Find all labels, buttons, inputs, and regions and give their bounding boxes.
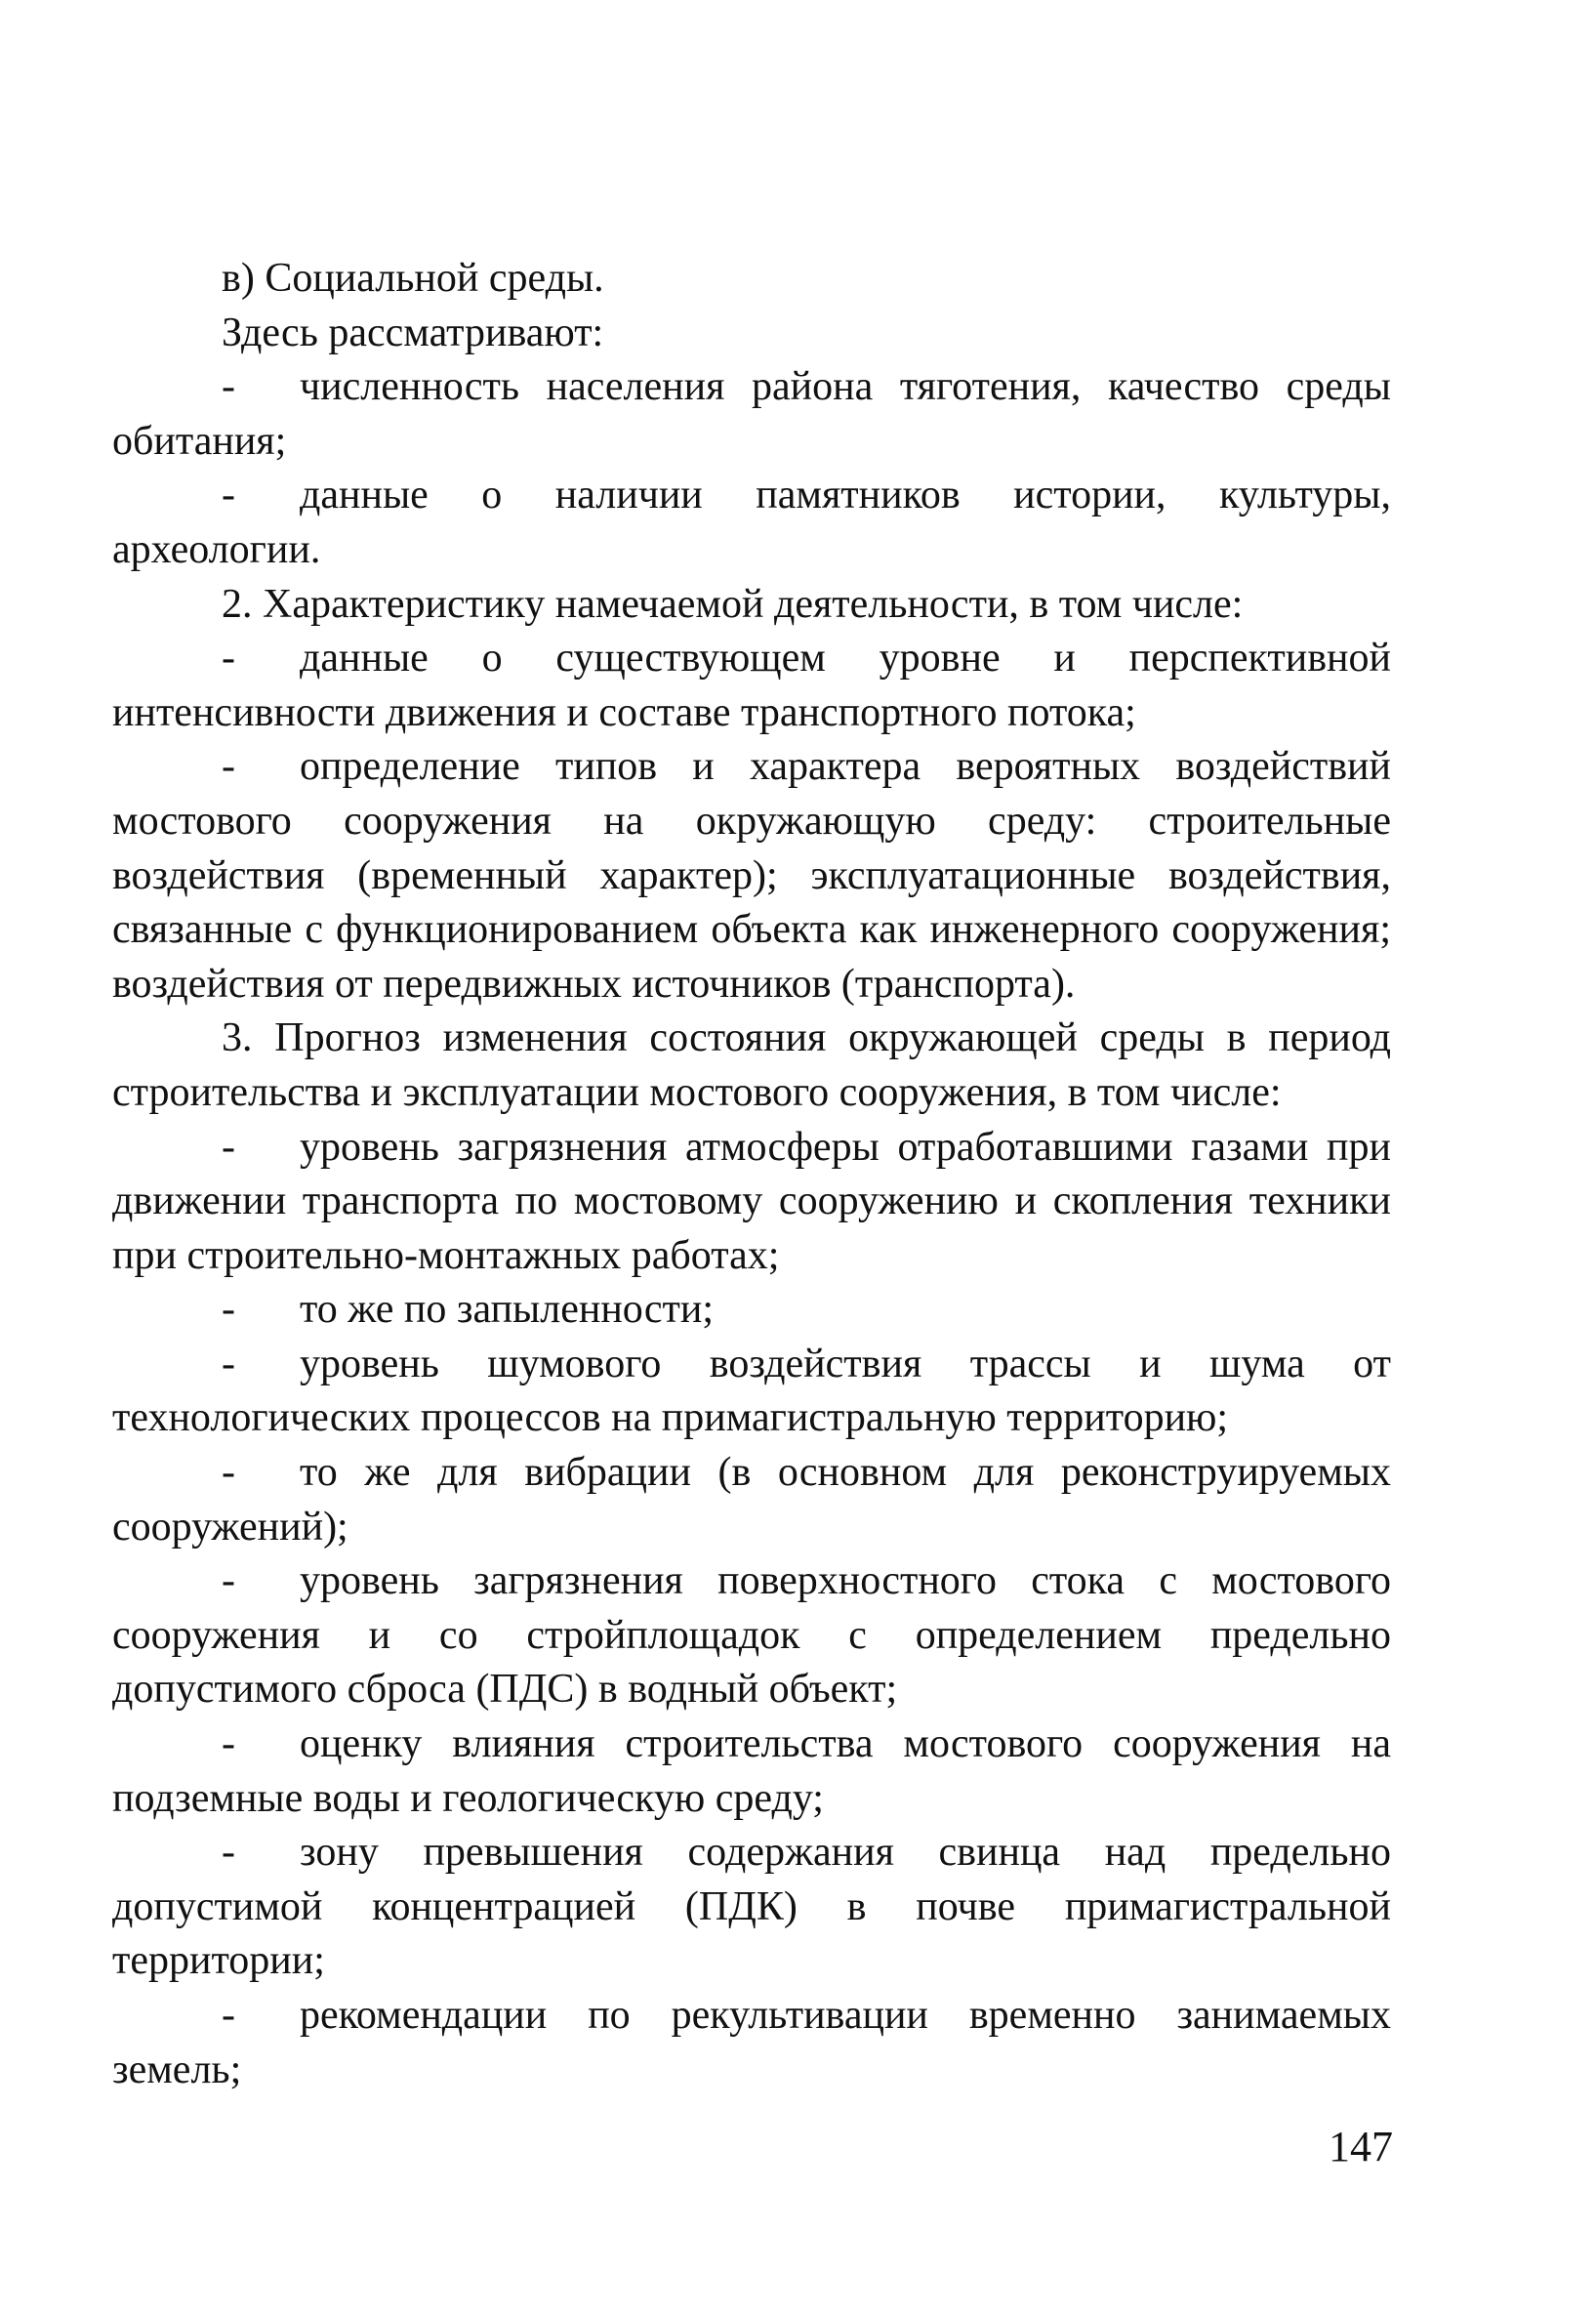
list-item-text: данные о существующем уровне и перспективной интенсивности движения и составе транспортного потока; — [112, 636, 1391, 735]
paragraph-forecast: 3. Прогноз изменения состояния окружающей среды в период строительства и эксплуатации мостового сооружения, в том числе: — [112, 1015, 1391, 1115]
list-item-text: зону превышения содержания свинца над предельно допустимой концентрацией (ПДК) в почве примагистральной территории; — [112, 1830, 1391, 1984]
list-item — [112, 1717, 1391, 1826]
list-item — [112, 469, 1391, 577]
list-dash: - — [222, 744, 235, 790]
list-dash: - — [222, 1830, 235, 1876]
list-dash: - — [222, 1287, 235, 1333]
paragraph-considered: Здесь рассматривают: — [222, 310, 604, 355]
list-item-text: данные о наличии памятников истории, культуры, археологии. — [112, 473, 1391, 572]
list-item — [112, 1989, 1391, 2097]
paragraph-social-environment: в) Социальной среды. — [222, 256, 604, 301]
list-item — [112, 1283, 1391, 1338]
list-item — [112, 1554, 1391, 1717]
list-item — [112, 1121, 1391, 1284]
list-dash: - — [222, 1341, 235, 1386]
list-dash: - — [222, 1124, 235, 1170]
list-item — [112, 1826, 1391, 1989]
list-item-text: то же для вибрации (в основном для реконструируемых сооружений); — [112, 1450, 1391, 1550]
list-item-text: рекомендации по рекультивации временно занимаемых земель; — [112, 1993, 1391, 2092]
list-item — [112, 1446, 1391, 1554]
list-dash: - — [222, 364, 235, 410]
list-item — [112, 740, 1391, 1012]
list-dash: - — [222, 1558, 235, 1604]
list-item-text: уровень шумового воздействия трассы и шума от технологических процессов на примагистральную территорию; — [112, 1341, 1391, 1441]
list-dash: - — [222, 1450, 235, 1496]
list-dash: - — [222, 1721, 235, 1767]
list-dash: - — [222, 636, 235, 682]
list-item — [112, 632, 1391, 740]
body-text — [112, 252, 1391, 2097]
list-item-text: то же по запыленности; — [300, 1287, 714, 1333]
list-dash: - — [222, 1993, 235, 2038]
list-item-text: уровень загрязнения атмосферы отработавшими газами при движении транспорта по мостовому сооружению и скопления техники при строительно-монтажных работах; — [112, 1124, 1391, 1278]
list-item — [112, 360, 1391, 469]
list-item-text: оценку влияния строительства мостового сооружения на подземные воды и геологическую среду; — [112, 1721, 1391, 1821]
list-item-text: численность населения района тяготения, качество среды обитания; — [112, 364, 1391, 464]
list-item — [112, 1338, 1391, 1446]
list-item-text: определение типов и характера вероятных воздействий мостового сооружения на окружающую среду: строительные воздействия (временный характер); эксплуатационные воздействия, связанные с функционированием объекта как инженерного сооружения; воздействия от передвижных источников (транспорта). — [112, 744, 1391, 1007]
page-number: 147 — [1329, 2123, 1393, 2170]
paragraph-activity-characteristics: 2. Характеристику намечаемой деятельности, в том числе: — [222, 581, 1244, 627]
list-dash: - — [222, 473, 235, 518]
list-item-text: уровень загрязнения поверхностного стока с мостового сооружения и со стройплощадок с определением предельно допустимого сброса (ПДС) в водный объект; — [112, 1558, 1391, 1713]
